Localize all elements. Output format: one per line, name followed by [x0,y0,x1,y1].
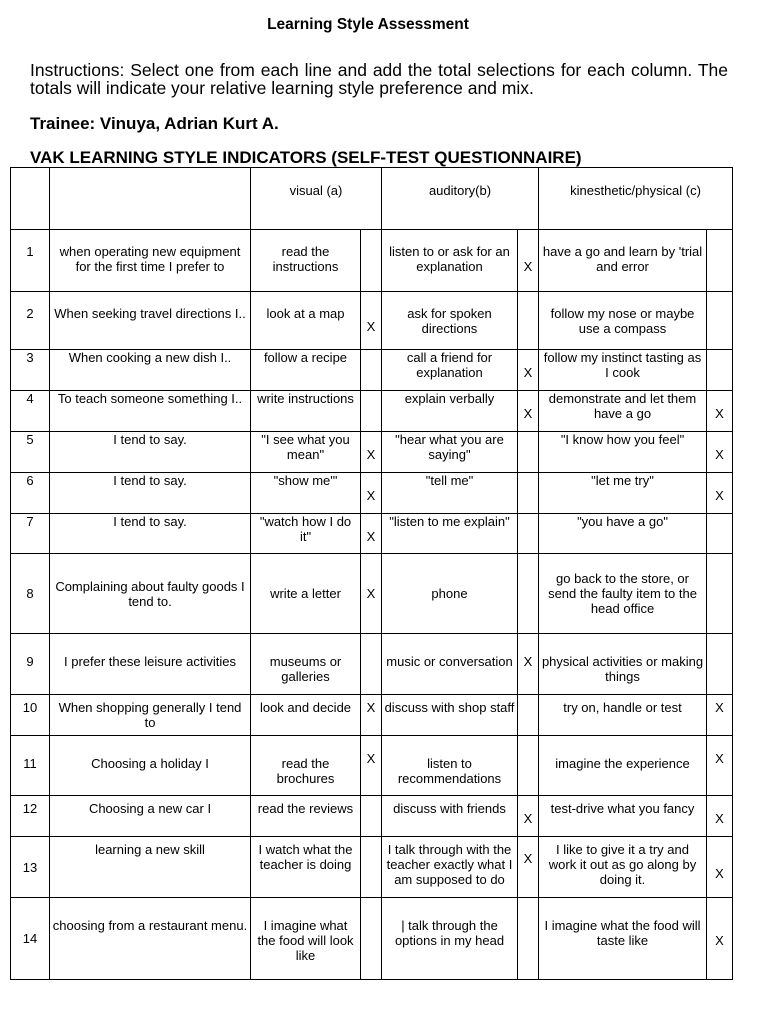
kinesthetic-cell: go back to the store, or send the faulty item to the head office [539,554,707,634]
visual-mark: X [361,695,382,736]
visual-mark [361,634,382,695]
visual-cell: follow a recipe [251,350,361,391]
kinesthetic-cell: imagine the experience [539,736,707,796]
auditory-cell: explain verbally [382,391,518,432]
header-auditory: auditory(b) [382,168,539,230]
auditory-mark: X [518,350,539,391]
kinesthetic-cell: have a go and learn by 'trial and error [539,230,707,292]
auditory-mark [518,554,539,634]
auditory-cell: "tell me" [382,473,518,514]
table-row [11,473,733,514]
prompt-cell: when operating new equipment for the first time I prefer to [50,230,251,292]
auditory-cell: | talk through the options in my head [382,898,518,980]
visual-cell: I imagine what the food will look like [251,898,361,980]
auditory-mark: X [518,837,539,898]
visual-mark: X [361,736,382,796]
kinesthetic-cell: "I know how you feel" [539,432,707,473]
row-number: 1 [11,230,50,292]
visual-cell: look and decide [251,695,361,736]
auditory-mark: X [518,796,539,837]
table-row [11,432,733,473]
table-row [11,796,733,837]
kinesthetic-mark: X [707,695,733,736]
table-row [11,634,733,695]
auditory-cell: music or conversation [382,634,518,695]
visual-cell: "watch how I do it" [251,514,361,554]
header-prompt [50,168,251,230]
auditory-cell: "hear what you are saying" [382,432,518,473]
visual-cell: "show me'" [251,473,361,514]
row-number: 5 [11,432,50,473]
prompt-cell: Choosing a new car I [50,796,251,837]
visual-cell: museums or galleries [251,634,361,695]
visual-mark [361,837,382,898]
visual-cell: read the reviews [251,796,361,837]
auditory-cell: listen to recommendations [382,736,518,796]
table-row [11,736,733,796]
auditory-mark: X [518,230,539,292]
kinesthetic-mark: X [707,837,733,898]
auditory-cell: listen to or ask for an explanation [382,230,518,292]
header-visual: visual (a) [251,168,382,230]
auditory-mark [518,514,539,554]
prompt-cell: I tend to say. [50,432,251,473]
row-number: 2 [11,292,50,350]
page-title: Learning Style Assessment [267,16,469,33]
kinesthetic-mark: X [707,898,733,980]
kinesthetic-cell: follow my instinct tasting as I cook [539,350,707,391]
kinesthetic-mark: X [707,796,733,837]
row-number: 12 [11,796,50,837]
visual-mark: X [361,473,382,514]
visual-mark [361,898,382,980]
visual-mark [361,796,382,837]
row-number: 11 [11,736,50,796]
kinesthetic-cell: test-drive what you fancy [539,796,707,837]
visual-cell: read the instructions [251,230,361,292]
visual-mark: X [361,554,382,634]
kinesthetic-cell: demonstrate and let them have a go [539,391,707,432]
auditory-mark [518,473,539,514]
visual-mark: X [361,432,382,473]
prompt-cell: Choosing a holiday I [50,736,251,796]
table-row [11,230,733,292]
prompt-cell: To teach someone something I.. [50,391,251,432]
auditory-cell: I talk through with the teacher exactly what I am supposed to do [382,837,518,898]
kinesthetic-cell: I imagine what the food will taste like [539,898,707,980]
table-row [11,554,733,634]
prompt-cell: When cooking a new dish I.. [50,350,251,391]
visual-cell: I watch what the teacher is doing [251,837,361,898]
row-number: 9 [11,634,50,695]
header-kinesthetic [539,168,733,230]
auditory-mark: X [518,391,539,432]
vak-table [10,167,733,980]
kinesthetic-mark [707,554,733,634]
visual-mark: X [361,292,382,350]
kinesthetic-mark [707,634,733,695]
prompt-cell: I tend to say. [50,514,251,554]
visual-mark: X [361,514,382,554]
table-row [11,292,733,350]
kinesthetic-mark: X [707,736,733,796]
auditory-mark: X [518,634,539,695]
questionnaire-heading: VAK LEARNING STYLE INDICATORS (SELF-TEST QUESTIONNAIRE) [30,148,582,167]
visual-cell: read the brochures [251,736,361,796]
kinesthetic-mark: X [707,432,733,473]
prompt-cell: When shopping generally I tend to [50,695,251,736]
instructions: Instructions: Select one from each line and add the total selections for each column. The totals will indicate your relative learning style preference and mix. [30,60,728,98]
kinesthetic-mark [707,350,733,391]
auditory-cell: discuss with shop staff [382,695,518,736]
visual-cell: write a letter [251,554,361,634]
kinesthetic-mark [707,514,733,554]
header-row [11,168,733,230]
auditory-cell: discuss with friends [382,796,518,837]
auditory-mark [518,695,539,736]
row-number: 13 [11,837,50,898]
header-num [11,168,50,230]
row-number: 7 [11,514,50,554]
kinesthetic-cell: I like to give it a try and work it out as go along by doing it. [539,837,707,898]
row-number: 10 [11,695,50,736]
visual-mark [361,230,382,292]
table-row [11,391,733,432]
prompt-cell: learning a new skill [50,837,251,898]
prompt-cell: choosing from a restaurant menu. [50,898,251,980]
auditory-mark [518,432,539,473]
auditory-mark [518,292,539,350]
kinesthetic-cell: "you have a go" [539,514,707,554]
visual-mark [361,391,382,432]
auditory-cell: call a friend for explanation [382,350,518,391]
auditory-mark [518,898,539,980]
prompt-cell: I prefer these leisure activities [50,634,251,695]
header-kinesthetic-label: kinesthetic/physical (c) [570,183,701,198]
trainee-name: Trainee: Vinuya, Adrian Kurt A. [30,114,279,133]
auditory-mark [518,736,539,796]
auditory-cell: "listen to me explain" [382,514,518,554]
row-number: 6 [11,473,50,514]
row-number: 8 [11,554,50,634]
auditory-cell: phone [382,554,518,634]
kinesthetic-cell: "let me try" [539,473,707,514]
kinesthetic-mark [707,230,733,292]
visual-cell: write instructions [251,391,361,432]
prompt-cell: I tend to say. [50,473,251,514]
kinesthetic-mark [707,292,733,350]
kinesthetic-cell: physical activities or making things [539,634,707,695]
visual-cell: look at a map [251,292,361,350]
kinesthetic-cell: follow my nose or maybe use a compass [539,292,707,350]
table-row [11,695,733,736]
prompt-cell: Complaining about faulty goods I tend to. [50,554,251,634]
row-number: 14 [11,898,50,980]
row-number: 3 [11,350,50,391]
kinesthetic-mark: X [707,473,733,514]
table-row [11,898,733,980]
row-number: 4 [11,391,50,432]
auditory-cell: ask for spoken directions [382,292,518,350]
prompt-cell: When seeking travel directions I.. [50,292,251,350]
table-row [11,837,733,898]
visual-cell: "I see what you mean" [251,432,361,473]
table-row [11,350,733,391]
kinesthetic-cell: try on, handle or test [539,695,707,736]
kinesthetic-mark: X [707,391,733,432]
visual-mark [361,350,382,391]
table-row [11,514,733,554]
